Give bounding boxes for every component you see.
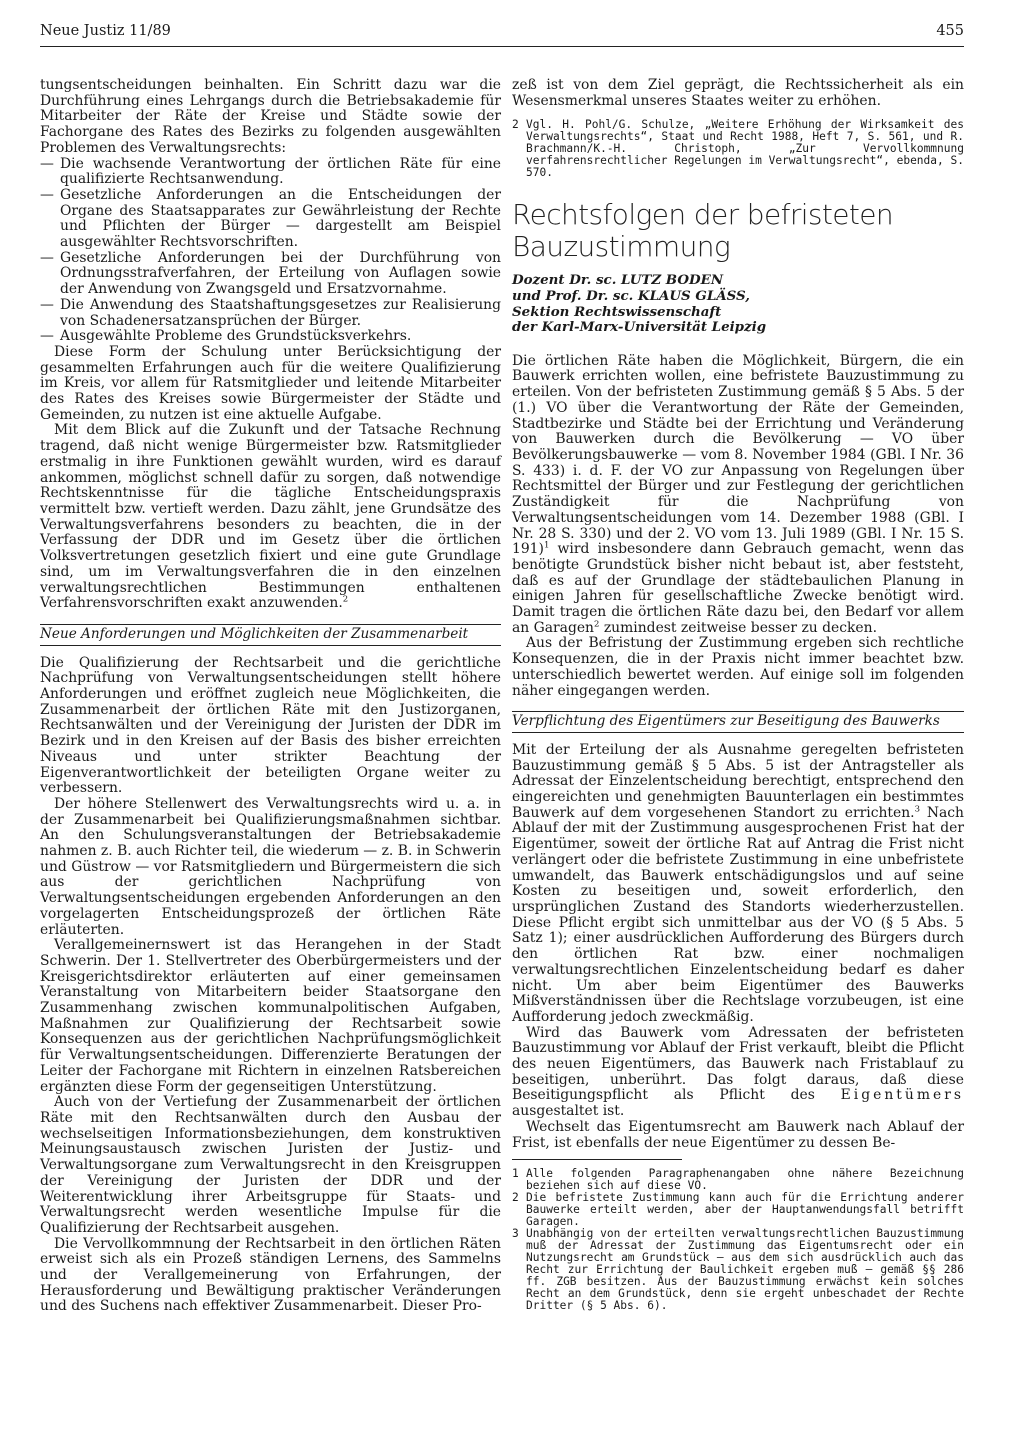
body-paragraph: Auch von der Vertiefung der Zusammenarbeit der örtlichen Räte mit den Rechtsanwälten durch den Ausbau der wechselseitigen Informationsbeziehungen, dem konstruktiven Meinungsaustausch zwischen Juristen der Justiz- und Verwaltungsorgane zum Verwaltungsrecht in den Kreisgruppen der Vereinigung der Juristen der DDR und der Weiterentwicklung ihrer Arbeitsgruppe für Staats- und Verwaltungsrecht werden wesentliche Impulse für die Qualifizierung der Rechtsarbeit ausgehen.	[40, 1094, 501, 1236]
running-header	[40, 22, 964, 47]
footnote: 1 Alle folgenden Paragraphenangaben ohne nähere Bezeichnung beziehen sich auf diese VO.	[512, 1167, 964, 1193]
list-item: — Die wachsende Verantwortung der örtlichen Räte für eine qualifizierte Rechtsanwendung.	[40, 155, 501, 188]
body-paragraph: Der höhere Stellenwert des Verwaltungsrechts wird u. a. in der Zusammenarbeit bei Qualifizierungsmaßnahmen sichtbar. An den Schulungsveranstaltungen der Betriebsakademie nahmen z. B. auch Richter teil, die wiederum — z. B. in Schwerin und Güstrow — vor Ratsmitgliedern und Bürgermeistern die sich aus der gerichtlichen Nachprüfung von Verwaltungsentscheidungen ergebenden Anforderungen an den vorgelagerten Entscheidungsprozeß der örtlichen Räte erläuterten.	[40, 795, 501, 938]
body-paragraph: Die örtlichen Räte haben die Möglichkeit, Bürgern, die ein Bauwerk errichten wollen, eine befristete Bauzustimmung zu erteilen. Von der befristeten Zustimmung gemäß § 5 Abs. 5 der (1.) VO über die Verantwortung der Räte der Gemeinden, Stadtbezirke und Städte bei der Errichtung und Veränderung von Bauwerken durch die Bevölkerung — VO über Bevölkerungsbauwerke — vom 8. November 1984 (GBl. I Nr. 36 S. 433) i. d. F. der VO zur Anpassung von Regelungen über Rechtsmittel der Bürger und zur Festlegung der gerichtlichen Zuständigkeit für die Nachprüfung von Verwaltungsentscheidungen vom 14. Dezember 1988 (GBl. I Nr. 28 S. 330) und der 2. VO vom 13. Juli 1989 (GBl. I Nr. 15 S. 191)$^1$ wird insbesondere dann Gebrauch gemacht, wenn das benötigte Grundstück bisher nicht bebaut ist, aber feststeht, daß es auf der Grundlage der städtebaulichen Planung in einigen Jahren für gesellschaftliche Zwecke benötigt wird. Damit tragen die örtlichen Räte dazu bei, den Bedarf vor allem an Garagen$^2$ zumindest zeitweise besser zu decken.	[512, 352, 964, 636]
left-column	[40, 78, 501, 1315]
footnote-divider	[512, 1159, 682, 1160]
body-paragraph: Mit der Erteilung der als Ausnahme geregelten befristeten Bauzustimmung gemäß § 5 Abs. 5 ist der Antragsteller als Adressat der Einzelentscheidung berechtigt, entsprechend den eingereichten und genehmigten Bauunterlagen ein bestimmtes Bauwerk auf dem vorgesehenen Standort zu errichten.$^3$ Nach Ablauf der mit der Zustimmung ausgesprochenen Frist hat der Eigentümer, soweit der örtliche Rat auf Antrag die Frist nicht verlängert oder die befristete Zustimmung in eine unbefristete umwandelt, das Bauwerk entschädigungslos und auf seine Kosten zu beseitigen und, soweit erforderlich, den ursprünglichen Zustand des Standorts wiederherzustellen. Diese Pflicht ergibt sich unmittelbar aus der VO (§ 5 Abs. 5 Satz 1); einer ausdrücklichen Aufforderung des Bürgers durch den örtlichen Rat bzw. einer nochmaligen verwaltungsrechtlichen Einzelentscheidung bedarf es daher nicht. Um aber beim Eigentümer des Bauwerks Mißverständnissen über die Rechtslage vorzubeugen, ist eine Aufforderung jedoch zweckmäßig.	[512, 741, 965, 1025]
list-item: — Gesetzliche Anforderungen an die Entscheidungen der Organe des Staatsapparates zur Gewährleistung der Rechte und Pflichten der Bürger — dargestellt am Beispiel ausgewählter Rechtsvorschriften.	[40, 186, 501, 251]
article-authors: Dozent Dr. sc. LUTZ BODEN und Prof. Dr. sc. KLAUS GLÄSS, Sektion Rechtswissenschaft der Karl-Marx-Universität Leipzig	[512, 272, 767, 336]
body-paragraph: Die Vervollkommnung der Rechtsarbeit in den örtlichen Räten erweist sich als ein Prozeß ständigen Lernens, des Sammelns und der Verallgemeinerung von Erfahrungen, der Herausforderung und Bewältigung praktischer Veränderungen und des Suchens nach effektiver Zusammenarbeit. Dieser Pro-	[40, 1235, 501, 1315]
footnote-ref: 3	[914, 804, 921, 815]
body-paragraph: Aus der Befristung der Zustimmung ergeben sich rechtliche Konsequenzen, die in der Praxis nicht immer beachtet bzw. unterschiedlich bewertet werden. Auf einige soll im folgenden näher eingegangen werden.	[512, 635, 964, 699]
emphasis-spaced: Eigentümers	[840, 1087, 964, 1104]
list-item: — Gesetzliche Anforderungen bei der Durchführung von Ordnungsstrafverfahren, der Erteilung von Auflagen sowie der Anwendung von Zwangsgeld und Ersatzvornahme.	[40, 249, 501, 298]
body-paragraph: Wechselt das Eigentumsrecht am Bauwerk nach Ablauf der Frist, ist ebenfalls der neue Eigentümer zu dessen Be-	[512, 1118, 964, 1151]
section-heading: Neue Anforderungen und Möglichkeiten der Zusammenarbeit	[40, 624, 501, 646]
body-paragraph: Diese Form der Schulung unter Berücksichtigung der gesammelten Erfahrungen auch für die weitere Qualifizierung im Kreis, vor allem für Ratsmitglieder und leitende Mitarbeiter des Rates des Kreises sowie Bürgermeister der Städte und Gemeinden, zu nutzen ist eine aktuelle Aufgabe.	[40, 343, 501, 423]
footnote-ref: 2	[594, 619, 600, 630]
footnote: 2 Vgl. H. Pohl/G. Schulze, „Weitere Erhöhung der Wirksamkeit des Verwaltungsrechts“, Staat und Recht 1988, Heft 7, S. 561, und R. Brachmann/K.-H. Christoph, „Zur Vervollkommnung verfahrensrechtlicher Regelungen im Verwaltungsrecht“, ebenda, S. 570.	[512, 118, 964, 180]
body-paragraph: Verallgemeinernswert ist das Herangehen in der Stadt Schwerin. Der 1. Stellvertreter des Oberbürgermeisters und der Kreisgerichtsdirektor erläuterten auf einer gemeinsamen Veranstaltung von Mitarbeitern beider Staatsorgane den Zusammenhang zwischen kommunalpolitischen Aufgaben, Maßnahmen zur Qualifizierung der Rechtsarbeit sowie Konsequenzen aus der gerichtlichen Nachprüfungsmöglichkeit für Verwaltungsentscheidungen. Differenzierte Beratungen der Leiter der Fachorgane mit Richtern in einzelnen Ratsbereichen ergänzten diese Form der gegenseitigen Unterstützung.	[40, 937, 501, 1095]
right-column	[512, 78, 964, 1312]
article-title: Rechtsfolgen der befristeten Bauzustimmung	[512, 198, 894, 264]
page-number: 455	[936, 23, 964, 39]
body-paragraph: Mit dem Blick auf die Zukunft und der Tatsache Rechnung tragend, daß nicht wenige Bürgermeister bzw. Ratsmitglieder erstmalig in ihre Funktionen gewählt wurden, wird es darauf ankommen, möglichst schnell dafür zu sorgen, daß notwendige Rechtskenntnisse für die tägliche Entscheidungspraxis vermittelt bzw. vertieft werden. Dazu zählt, jene Grundsätze des Verwaltungsverfahrens besonders zu beachten, die in der Verfassung der DDR und im Gesetz über die örtlichen Volksvertretungen gesetzlich fixiert und eine gute Grundlage sind, um im Verwaltungsverfahren die in den einzelnen verwaltungsrechtlichen Bestimmungen enthaltenen Verfahrensvorschriften exakt anzuwenden.$^2$	[40, 422, 501, 612]
body-paragraph: Die Qualifizierung der Rechtsarbeit und die gerichtliche Nachprüfung von Verwaltungsentscheidungen stellt höhere Anforderungen und eröffnet zugleich neue Möglichkeiten, die Zusammenarbeit der örtlichen Räte mit den Justizorganen, Rechtsanwälten und der Vereinigung der Juristen der DDR im Bezirk und in den Kreisen auf der Basis des bisher erreichten Niveaus und unter strikter Beachtung der Eigenverantwortlichkeit der beteiligten Organe weiter zu verbessern.	[40, 654, 501, 797]
footnote-ref: 1	[543, 540, 550, 551]
body-paragraph: Wird das Bauwerk vom Adressaten der befristeten Bauzustimmung vor Ablauf der Frist verkauft, bleibt die Pflicht des neuen Eigentümers, das Bauwerk nach Fristablauf zu beseitigen, unberührt. Das folgt daraus, daß diese Beseitigungspflicht als Pflicht des Eigentümers ausgestaltet ist.	[512, 1024, 964, 1120]
footnote: 3 Unabhängig von der erteilten verwaltungsrechtlichen Bauzustimmung muß der Adressat der Zustimmung das Eigentumsrecht oder ein Nutzungsrecht am Grundstück — aus dem sich ausdrücklich auch das Recht zur Errichtung der Baulichkeit ergeben muß — gemäß §§ 286 ff. ZGB besitzen. Aus der Bauzustimmung erwächst kein solches Recht an dem Grundstück, denn sie ergeht unbeschadet der Rechte Dritter (§ 5 Abs. 6).	[512, 1227, 964, 1313]
journal-issue: Neue Justiz 11/89	[40, 23, 171, 39]
continued-paragraph: zeß ist von dem Ziel geprägt, die Rechtssicherheit als ein Wesensmerkmal unseres Staates weiter zu erhöhen.	[512, 77, 964, 109]
section-heading: Verpflichtung des Eigentümers zur Beseitigung des Bauwerks	[512, 711, 964, 733]
footnotes	[512, 1168, 964, 1312]
footnote: 2 Die befristete Zustimmung kann auch für die Errichtung anderer Bauwerke erteilt werden, aber der Hauptanwendungsfall betrifft Garagen.	[512, 1191, 964, 1229]
list-item: — Die Anwendung des Staatshaftungsgesetzes zur Realisierung von Schadenersatzansprüchen der Bürger.	[40, 296, 501, 329]
footnote-ref: 2	[342, 594, 349, 605]
topic-list	[40, 157, 501, 345]
list-item: — Ausgewählte Probleme des Grundstücksverkehrs.	[40, 328, 412, 345]
intro-paragraph: tungsentscheidungen beinhalten. Ein Schritt dazu war die Durchführung eines Lehrgangs durch die Betriebsakademie für Mitarbeiter der Räte der Kreise und Städte sowie der Fachorgane des Rates des Bezirks zu folgenden ausgewählten Problemen des Verwaltungsrechts:	[40, 77, 501, 156]
